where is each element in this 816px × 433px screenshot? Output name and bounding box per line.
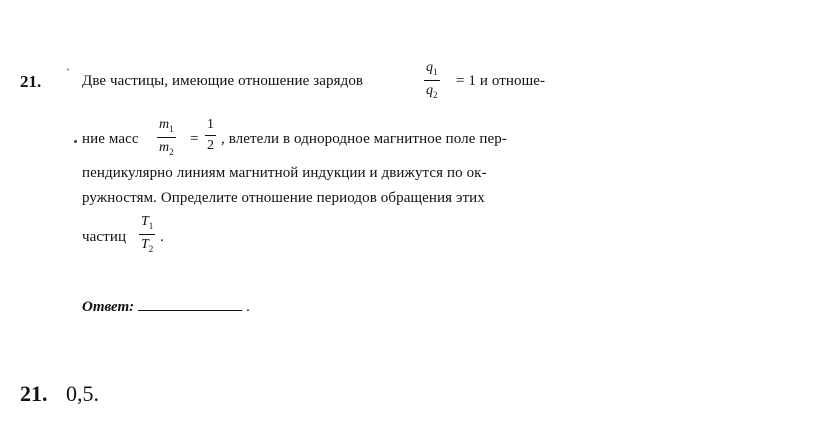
solution-value: 0,5. [66,381,99,406]
line-2-tail: , влетели в однородное магнитное поле пер- [221,131,507,147]
answer-row [82,298,250,316]
one-half-fraction: $\frac{1}{2}$ [207,117,214,153]
equals-sign: = [190,131,199,147]
answer-blank[interactable] [138,298,242,311]
charge-ratio-fraction: $\frac{q_1}{q_2}$ [426,60,438,100]
answer-label: Ответ: [82,299,135,315]
mass-ratio-fraction: $\frac{m_1}{m_2}$ [159,117,174,157]
answer-end: . [246,299,251,315]
margin-mark: ` [66,66,71,80]
line-3-text: пендикулярно линиям магнитной индукции и движутся по ок- [82,165,487,181]
problem-number: 21. [20,72,42,91]
speck-dot [74,140,77,143]
line-5-tail: . [160,229,164,245]
line-4-text: ружностям. Определите отношение периодов обращения этих [82,190,485,206]
line-1-text: Две частицы, имеющие отношение зарядов [82,73,364,89]
line-5-text: частиц [82,229,127,245]
line-1-tail: = 1 и отноше- [456,73,546,89]
line-2-text: ние масс [82,131,139,147]
period-ratio-fraction: $\frac{T_1}{T_2}$ [141,214,154,254]
solution-number: 21. [20,381,48,406]
